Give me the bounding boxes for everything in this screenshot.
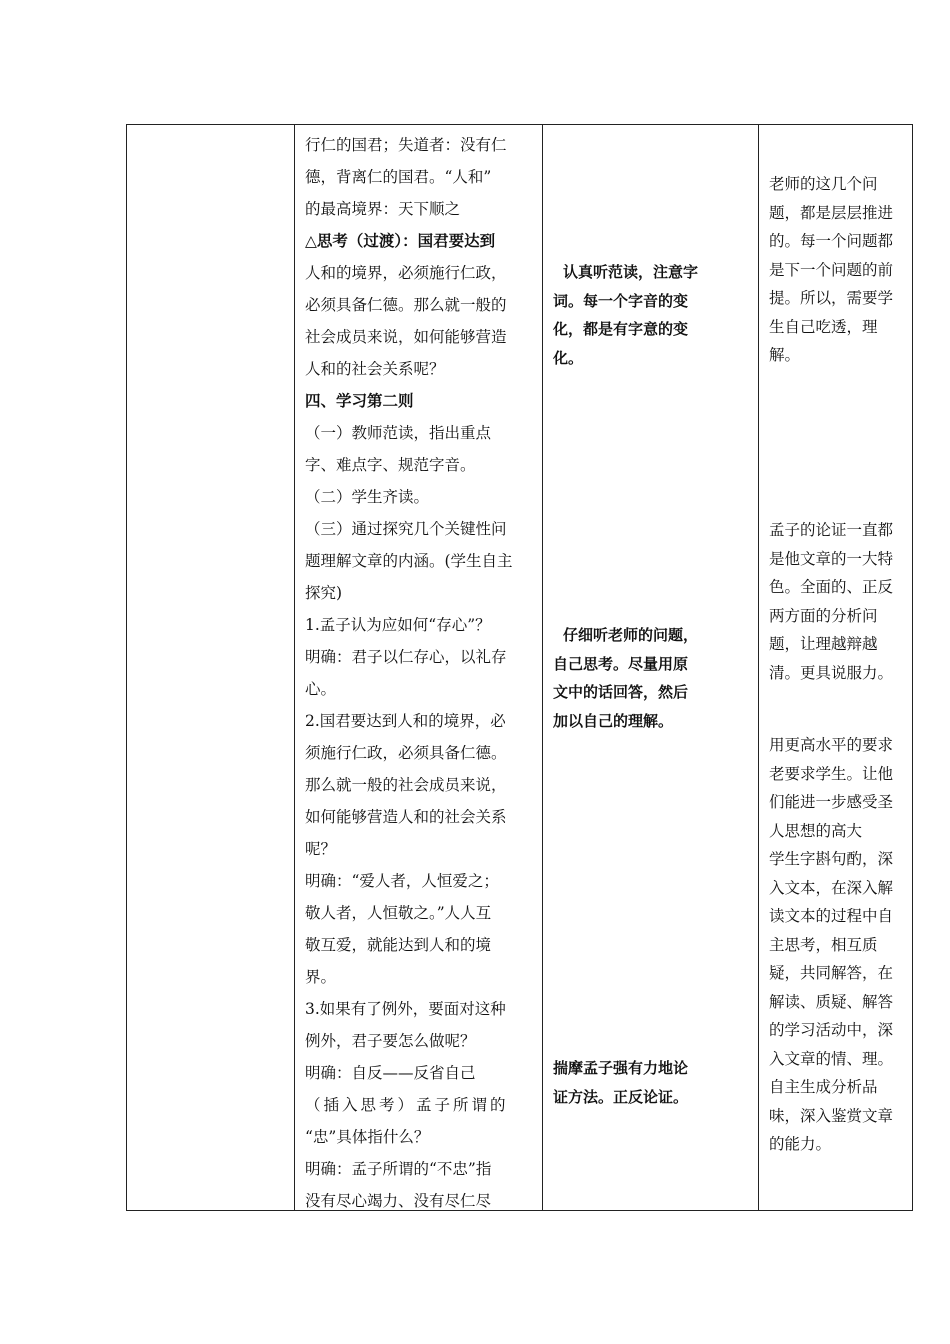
- content-line: 明确：“爱人者，人恒爱之；: [305, 872, 499, 890]
- content-line: （一）教师范读，指出重点: [305, 424, 492, 442]
- activity-line: 加以自己的理解。: [553, 711, 674, 730]
- intent-line: 是他文章的一大特: [769, 549, 894, 568]
- lesson-plan-table: [126, 124, 913, 1211]
- activity-line: 化，都是有字意的变: [553, 320, 689, 338]
- content-line: 如何能够营造人和的社会关系: [305, 808, 507, 826]
- content-line: 人和的境界，必须施行仁政，: [305, 264, 507, 282]
- intent-line: 提。所以，需要学: [769, 289, 894, 307]
- content-line: 1.孟子认为应如何“存心”？: [305, 616, 491, 634]
- intent-line: 题，让理越辩越: [769, 635, 878, 653]
- intent-line: 们能进一步感受圣: [769, 793, 894, 811]
- content-line: 社会成员来说，如何能够营造: [305, 328, 507, 346]
- activity-block: [553, 258, 698, 372]
- intent-line: 用更高水平的要求: [769, 736, 894, 754]
- content-line: 心。: [305, 680, 337, 698]
- content-line: 必须具备仁德。那么就一般的: [305, 296, 507, 314]
- intent-line: 主思考，相互质: [769, 935, 878, 954]
- intent-line: 生自己吃透，理: [769, 317, 878, 336]
- content-line: 人和的社会关系呢？: [305, 360, 445, 378]
- content-line: 须施行仁政，必须具备仁德。: [305, 744, 507, 762]
- content-line: △思考（过渡）：国君要达到: [305, 232, 496, 250]
- content-line: 明确：君子以仁存心，以礼存: [305, 648, 507, 666]
- activity-line: 化。: [553, 348, 584, 367]
- intent-line: 老师的这几个问: [769, 175, 878, 193]
- content-line: 3.如果有了例外，要面对这种: [305, 1000, 506, 1018]
- activity-line: 词。每一个字音的变: [553, 291, 689, 310]
- content-line: （二）学生齐读。: [305, 488, 430, 506]
- content-line: 没有尽心竭力、没有尽仁尽: [305, 1192, 492, 1210]
- content-line: 题理解文章的内涵。(学生自主: [305, 552, 513, 570]
- content-line: 敬人者，人恒敬之。”人人互: [305, 904, 492, 922]
- content-line: （三）通过探究几个关键性问: [305, 520, 507, 538]
- intent-line: 学生字斟句酌，深: [769, 850, 894, 868]
- content-line: 2.国君要达到人和的境界，必: [305, 712, 506, 730]
- intent-line: 解。: [769, 346, 801, 364]
- intent-line: 孟子的论证一直都: [769, 521, 894, 539]
- activity-line: 自己思考。尽量用原: [553, 654, 689, 673]
- activity-line: 认真听范读，注意字: [563, 263, 699, 281]
- content-line: “忠”具体指什么？: [305, 1128, 430, 1146]
- intent-line: 的学习活动中，深: [769, 1021, 894, 1039]
- intent-line: 读文本的过程中自: [769, 907, 894, 925]
- section-heading: 四、学习第二则: [305, 392, 414, 410]
- intent-line: 入文本，在深入解: [769, 878, 894, 897]
- content-line: 探究): [305, 584, 343, 602]
- content-line: （插入思考）孟子所谓的: [305, 1096, 509, 1114]
- content-line: 明确：自反——反省自己: [305, 1064, 476, 1082]
- intent-line: 的能力。: [769, 1135, 832, 1153]
- intent-line: 入文章的情、理。: [769, 1049, 894, 1068]
- student-activity-cell: [543, 125, 757, 1210]
- activity-block: [553, 621, 698, 735]
- activity-line: 仔细听老师的问题，: [563, 626, 699, 644]
- content-line: 字、难点字、规范字音。: [305, 456, 476, 474]
- content-line: 呢？: [305, 840, 337, 858]
- activity-line: 证方法。正反论证。: [553, 1087, 689, 1106]
- empty-cell: [127, 125, 294, 1210]
- intent-line: 是下一个问题的前: [769, 260, 894, 279]
- content-line: 行仁的国君；失道者：没有仁: [305, 136, 507, 154]
- content-line: 的最高境界：天下顺之: [305, 200, 461, 218]
- intent-line: 的。每一个问题都: [769, 232, 894, 250]
- teaching-content-cell: [295, 125, 537, 1210]
- content-line: 敬互爱，就能达到人和的境: [305, 936, 492, 954]
- intent-line: 色。全面的、正反: [769, 578, 894, 596]
- activity-line: 文中的话回答，然后: [553, 683, 689, 701]
- intent-line: 题，都是层层推进: [769, 203, 894, 222]
- intent-line: 老要求学生。让他: [769, 764, 894, 783]
- content-line: 那么就一般的社会成员来说，: [305, 776, 507, 794]
- intent-line: 解读、质疑、解答: [769, 992, 894, 1011]
- intent-block: [769, 731, 893, 1159]
- content-line: 明确：孟子所谓的“不忠”指: [305, 1160, 492, 1178]
- intent-block: [769, 170, 893, 370]
- content-line: 例外，君子要怎么做呢？: [305, 1032, 476, 1050]
- design-intent-cell: [759, 125, 914, 1210]
- intent-line: 人思想的高大: [769, 821, 863, 840]
- intent-block: [769, 516, 893, 687]
- intent-line: 清。更具说服力。: [769, 663, 894, 682]
- intent-line: 两方面的分析问: [769, 606, 878, 625]
- content-line: 界。: [305, 968, 337, 986]
- intent-line: 味，深入鉴赏文章: [769, 1106, 894, 1125]
- activity-block: [553, 1054, 688, 1111]
- intent-line: 疑，共同解答，在: [769, 964, 894, 982]
- activity-line: 揣摩孟子强有力地论: [553, 1059, 689, 1077]
- intent-line: 自主生成分析品: [769, 1078, 878, 1096]
- content-line: 德，背离仁的国君。“人和”: [305, 168, 492, 186]
